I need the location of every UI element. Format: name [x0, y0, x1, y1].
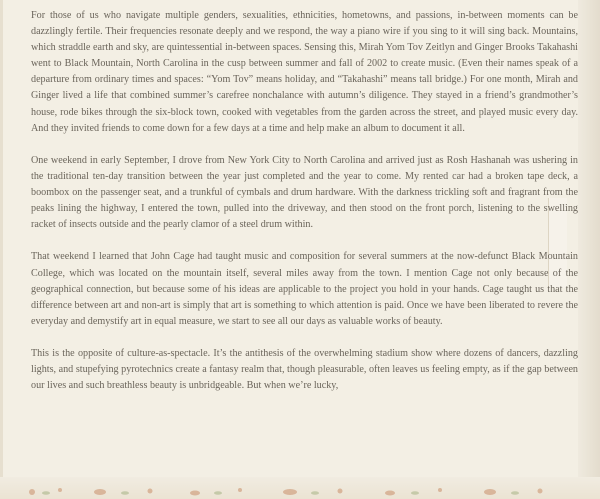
paragraph-2: One weekend in early September, I drove from New York City to North Carolina and arrived just as Rosh Hashanah was ushering in the traditional ten-day transition between the year just completed and the year to come. My rented car had a broken tape deck, a boombox on the passenger seat, and a trunkful of cymbals and drum hardware. With the darkness trickling soft and fragrant from the peaks lining the highway, I entered the town, pulled into the driveway, and then stood on the front porch, listening to the swelling racket of insects outside and the pearly clamor of a steel drum within. [31, 154, 578, 231]
paragraph-3: That weekend I learned that John Cage had taught music and composition for several summers at the now-defunct Black Mountain College, which was located on the mountain itself, several miles away from the town. I mention Cage not only because of the geographical connection, but because some of his ideas are applicable to the project you hold in your hands. Cage taught us that the difference between art and non-art is simply that art is something to which attention is paid. Once we have been liberated to revere the everyday and demystify art in equal measure, we start to see all our days as valuable works of beauty. [31, 251, 578, 327]
paragraph-1: For those of us who navigate multiple genders, sexualities, ethnicities, hometowns, and passions, in-between moments can be dazzlingly fertile. Their frequencies resonate deeply and we respond, the way a piano wire if you sing to it will sing back. Mountains, which straddle earth and sky, are quintessential in-between spaces. Sensing this, Mirah Yom Tov Zeitlyn and Ginger Brooks Takahashi went to Black Mountain, North Carolina in the cusp between summer and fall of 2002 to create music. (Even their names speak of a departure from ordinary times and spaces: “Yom Tov” means holiday, and “Takahashi” means tall bridge.) For one month, Mirah and Ginger lived a life that combined summer’s carefree nonchalance with autumn’s diligence. They stayed in a friend’s grandmother’s house, rode bikes through the six-block town, cooked with vegetables from the garden across the street, and played music every day. And they invited friends to come down for a few days at a time and help make an album to document it all. [31, 10, 578, 134]
footer-ornament-band [0, 477, 600, 499]
paragraph-4: This is the opposite of culture-as-spectacle. It’s the antithesis of the overwhelming stadium show where dozens of dancers, dazzling lights, and stupefying pyrotechnics create a fantasy realm that, though pleasurable, often leaves us feeling empty, as if the gap between our lives and such breathless beauty is unbridgeable. But when we’re lucky, [31, 347, 578, 392]
page-right-edge [578, 0, 600, 499]
liner-notes-text [31, 8, 578, 410]
floral-ornament-icon [20, 481, 580, 497]
page-left-edge [0, 0, 3, 499]
